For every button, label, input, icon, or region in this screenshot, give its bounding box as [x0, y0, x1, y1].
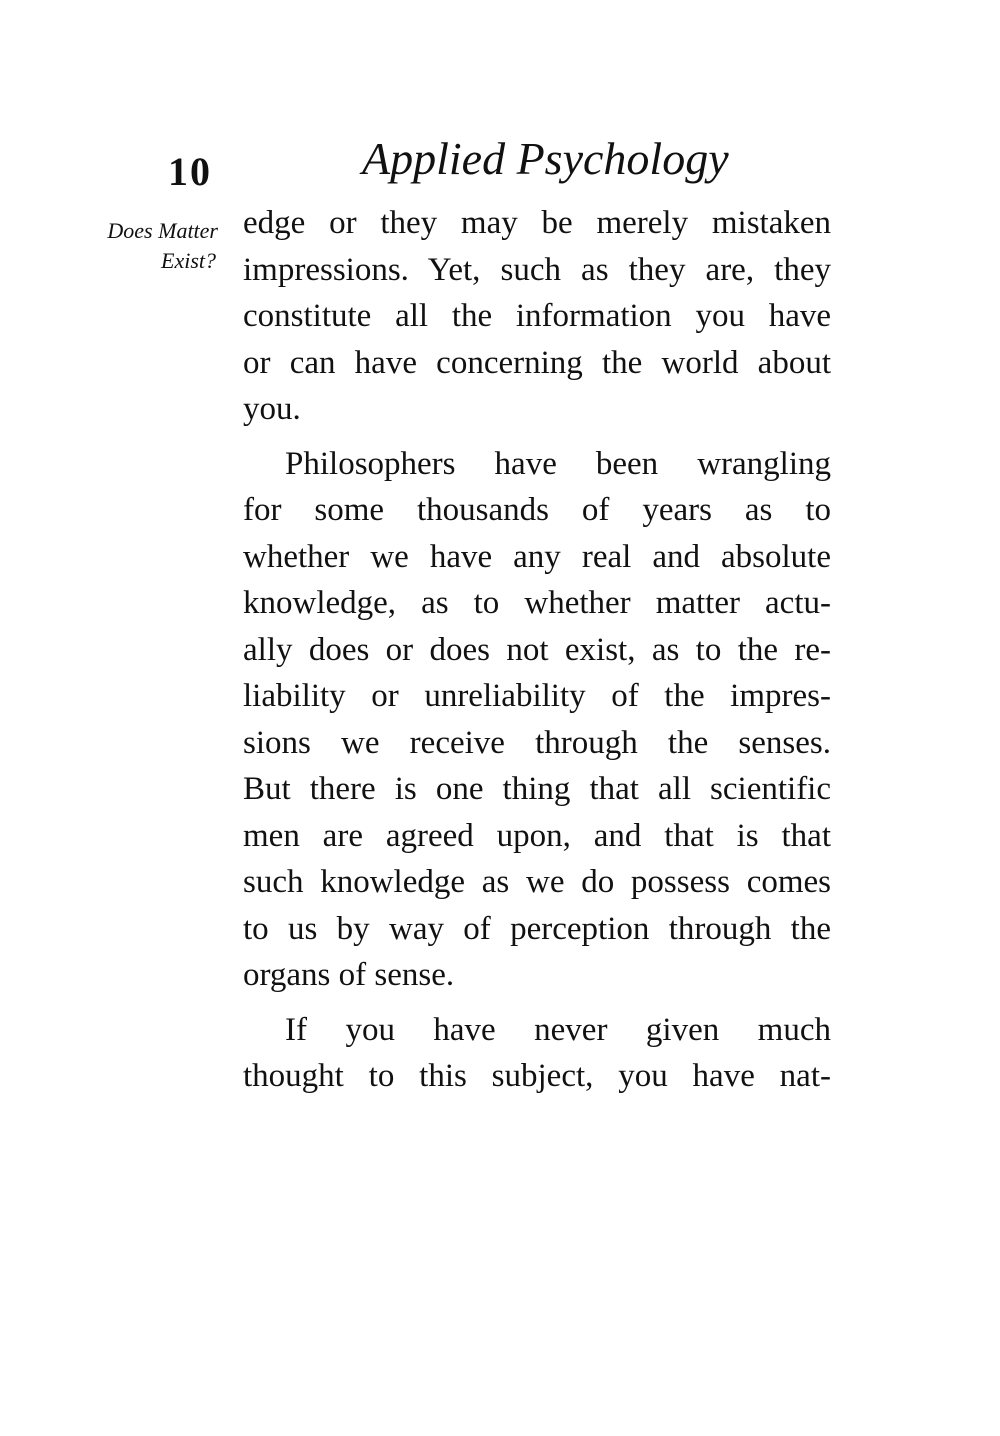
- text-line: for some thousands of years as to: [243, 492, 831, 528]
- margin-note: [107, 216, 218, 276]
- margin-note-line: Exist?: [161, 248, 216, 273]
- body-text: [243, 200, 831, 1100]
- text-line: or can have concerning the world about: [243, 344, 831, 381]
- text-line: Philosophers have been wrangling: [285, 445, 831, 482]
- text-line: ally does or does not exist, as to the re-: [243, 631, 831, 668]
- text-line: to us by way of perception through the: [243, 910, 831, 947]
- text-line: liability or unreliability of the impres-: [243, 678, 831, 714]
- text-line: constitute all the information you have: [243, 298, 831, 334]
- text-line: impressions. Yet, such as they are, they: [243, 251, 831, 288]
- running-title: Applied Psychology: [362, 133, 729, 184]
- text-line: edge or they may be merely mistaken: [243, 205, 831, 241]
- text-line: men are agreed upon, and that is that: [243, 817, 831, 854]
- text-line: sions we receive through the senses.: [243, 724, 831, 761]
- text-line: If you have never given much: [285, 1011, 831, 1048]
- text-line: thought to this subject, you have nat-: [243, 1058, 831, 1094]
- text-line: such knowledge as we do possess comes: [243, 864, 831, 900]
- text-line: you.: [243, 391, 301, 427]
- page-number: 10: [168, 149, 212, 194]
- margin-note-line: Does Matter: [107, 218, 218, 243]
- text-line: organs of sense.: [243, 957, 455, 993]
- text-line: whether we have any real and absolute: [243, 538, 831, 575]
- text-line: knowledge, as to whether matter actu-: [243, 585, 831, 621]
- text-line: But there is one thing that all scientific: [243, 771, 831, 807]
